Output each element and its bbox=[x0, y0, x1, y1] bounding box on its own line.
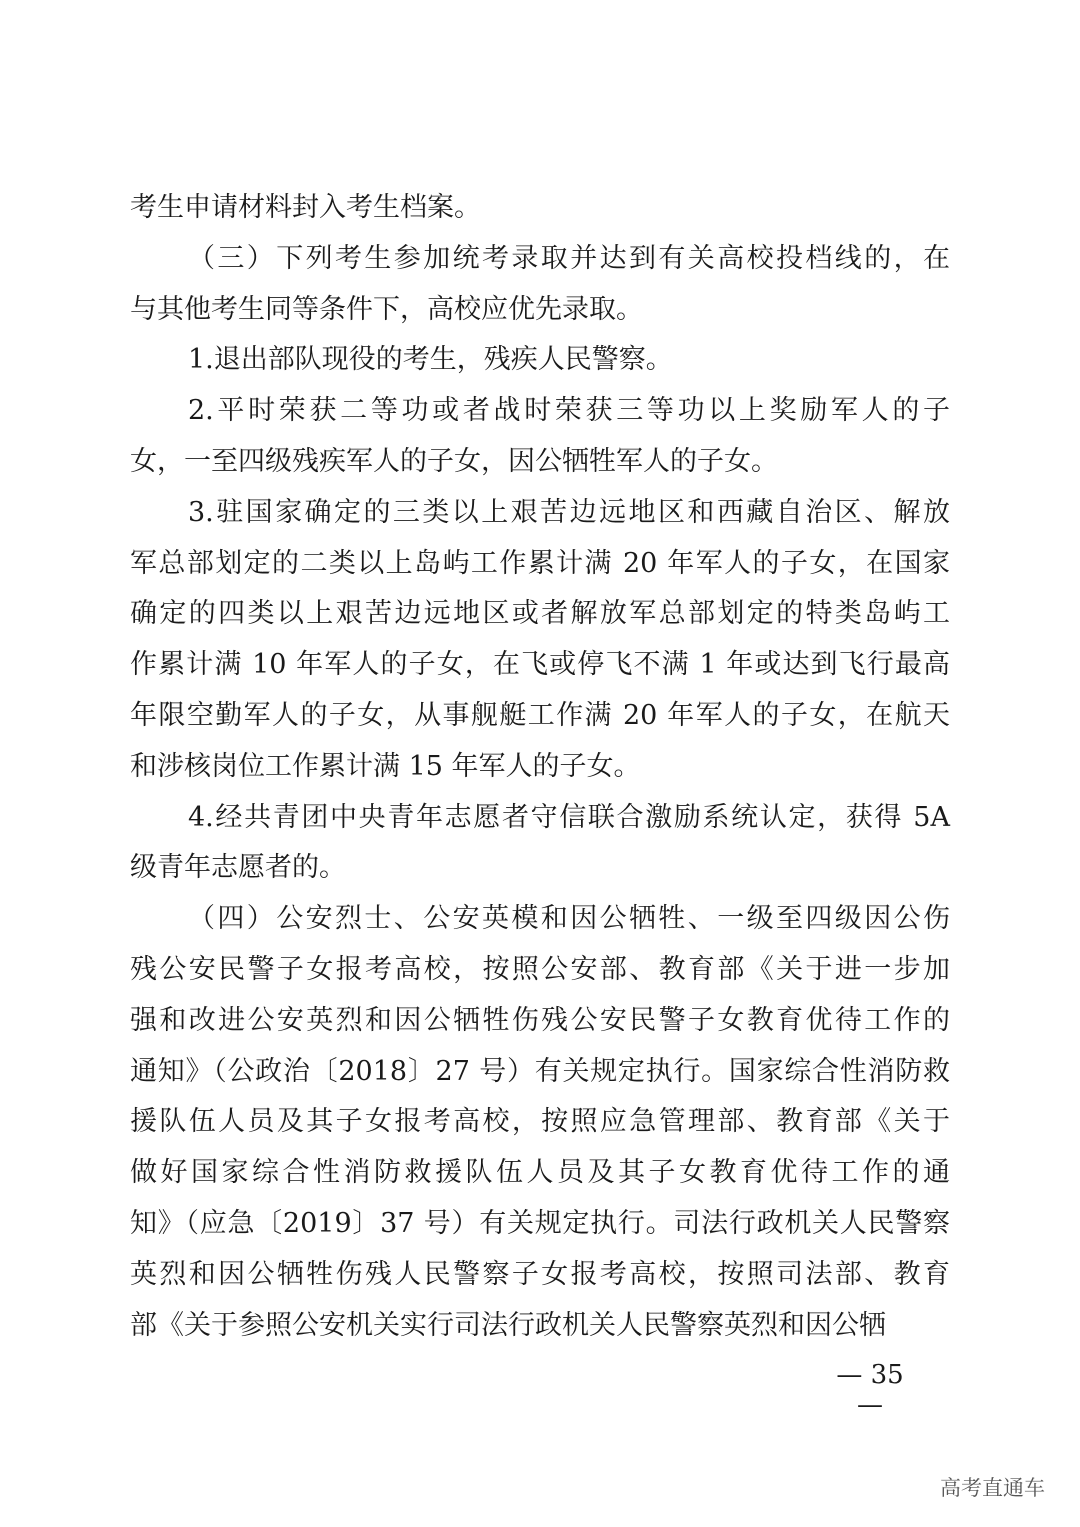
text-line: 英烈和因公牺牲伤残人民警察子女报考高校，按照司法部、教育 bbox=[130, 1258, 950, 1290]
text-line: 通知》（公政治〔2018〕27 号）有关规定执行。国家综合性消防救 bbox=[130, 1055, 950, 1087]
text-line: 部《关于参照公安机关实行司法行政机关人民警察英烈和因公牺 bbox=[130, 1309, 886, 1341]
text-line: 3.驻国家确定的三类以上艰苦边远地区和西藏自治区、解放 bbox=[188, 496, 950, 528]
text-line: 军总部划定的二类以上岛屿工作累计满 20 年军人的子女，在国家 bbox=[130, 547, 950, 579]
document-body bbox=[130, 186, 950, 1354]
text-line: 援队伍人员及其子女报考高校，按照应急管理部、教育部《关于 bbox=[130, 1106, 950, 1138]
text-line: 作累计满 10 年军人的子女，在飞或停飞不满 1 年或达到飞行最高 bbox=[130, 649, 950, 681]
text-line: 级青年志愿者的。 bbox=[130, 852, 346, 884]
text-line: 4.经共青团中央青年志愿者守信联合激励系统认定，获得 5A bbox=[188, 801, 950, 833]
text-line: （四）公安烈士、公安英模和因公牺牲、一级至四级因公伤 bbox=[188, 903, 950, 935]
text-line: （三）下列考生参加统考录取并达到有关高校投档线的，在 bbox=[188, 242, 950, 274]
text-line: 与其他考生同等条件下，高校应优先录取。 bbox=[130, 293, 643, 325]
text-line: 残公安民警子女报考高校，按照公安部、教育部《关于进一步加 bbox=[130, 953, 950, 985]
paragraph bbox=[130, 796, 950, 898]
paragraph bbox=[130, 186, 950, 237]
text-line: 考生申请材料封入考生档案。 bbox=[130, 192, 481, 223]
text-line: 确定的四类以上艰苦边远地区或者解放军总部划定的特类岛屿工 bbox=[130, 598, 950, 630]
paragraph bbox=[130, 237, 950, 339]
page-number: — 35 — bbox=[836, 1360, 904, 1420]
paragraph bbox=[130, 491, 950, 796]
paragraph bbox=[130, 389, 950, 491]
paragraph bbox=[130, 338, 950, 389]
text-line: 和涉核岗位工作累计满 15 年军人的子女。 bbox=[130, 750, 641, 782]
text-line: 1.退出部队现役的考生，残疾人民警察。 bbox=[188, 344, 673, 376]
paragraph bbox=[130, 897, 950, 1354]
text-line: 知》（应急〔2019〕37 号）有关规定执行。司法行政机关人民警察 bbox=[130, 1207, 950, 1239]
text-line: 做好国家综合性消防救援队伍人员及其子女教育优待工作的通 bbox=[130, 1157, 950, 1189]
text-line: 女，一至四级残疾军人的子女，因公牺牲军人的子女。 bbox=[130, 445, 778, 477]
text-line: 年限空勤军人的子女，从事舰艇工作满 20 年军人的子女，在航天 bbox=[130, 699, 950, 731]
text-line: 强和改进公安英烈和因公牺牲伤残公安民警子女教育优待工作的 bbox=[130, 1004, 950, 1036]
text-line: 2.平时荣获二等功或者战时荣获三等功以上奖励军人的子 bbox=[188, 395, 950, 427]
watermark: 高考直通车 bbox=[940, 1476, 1045, 1500]
